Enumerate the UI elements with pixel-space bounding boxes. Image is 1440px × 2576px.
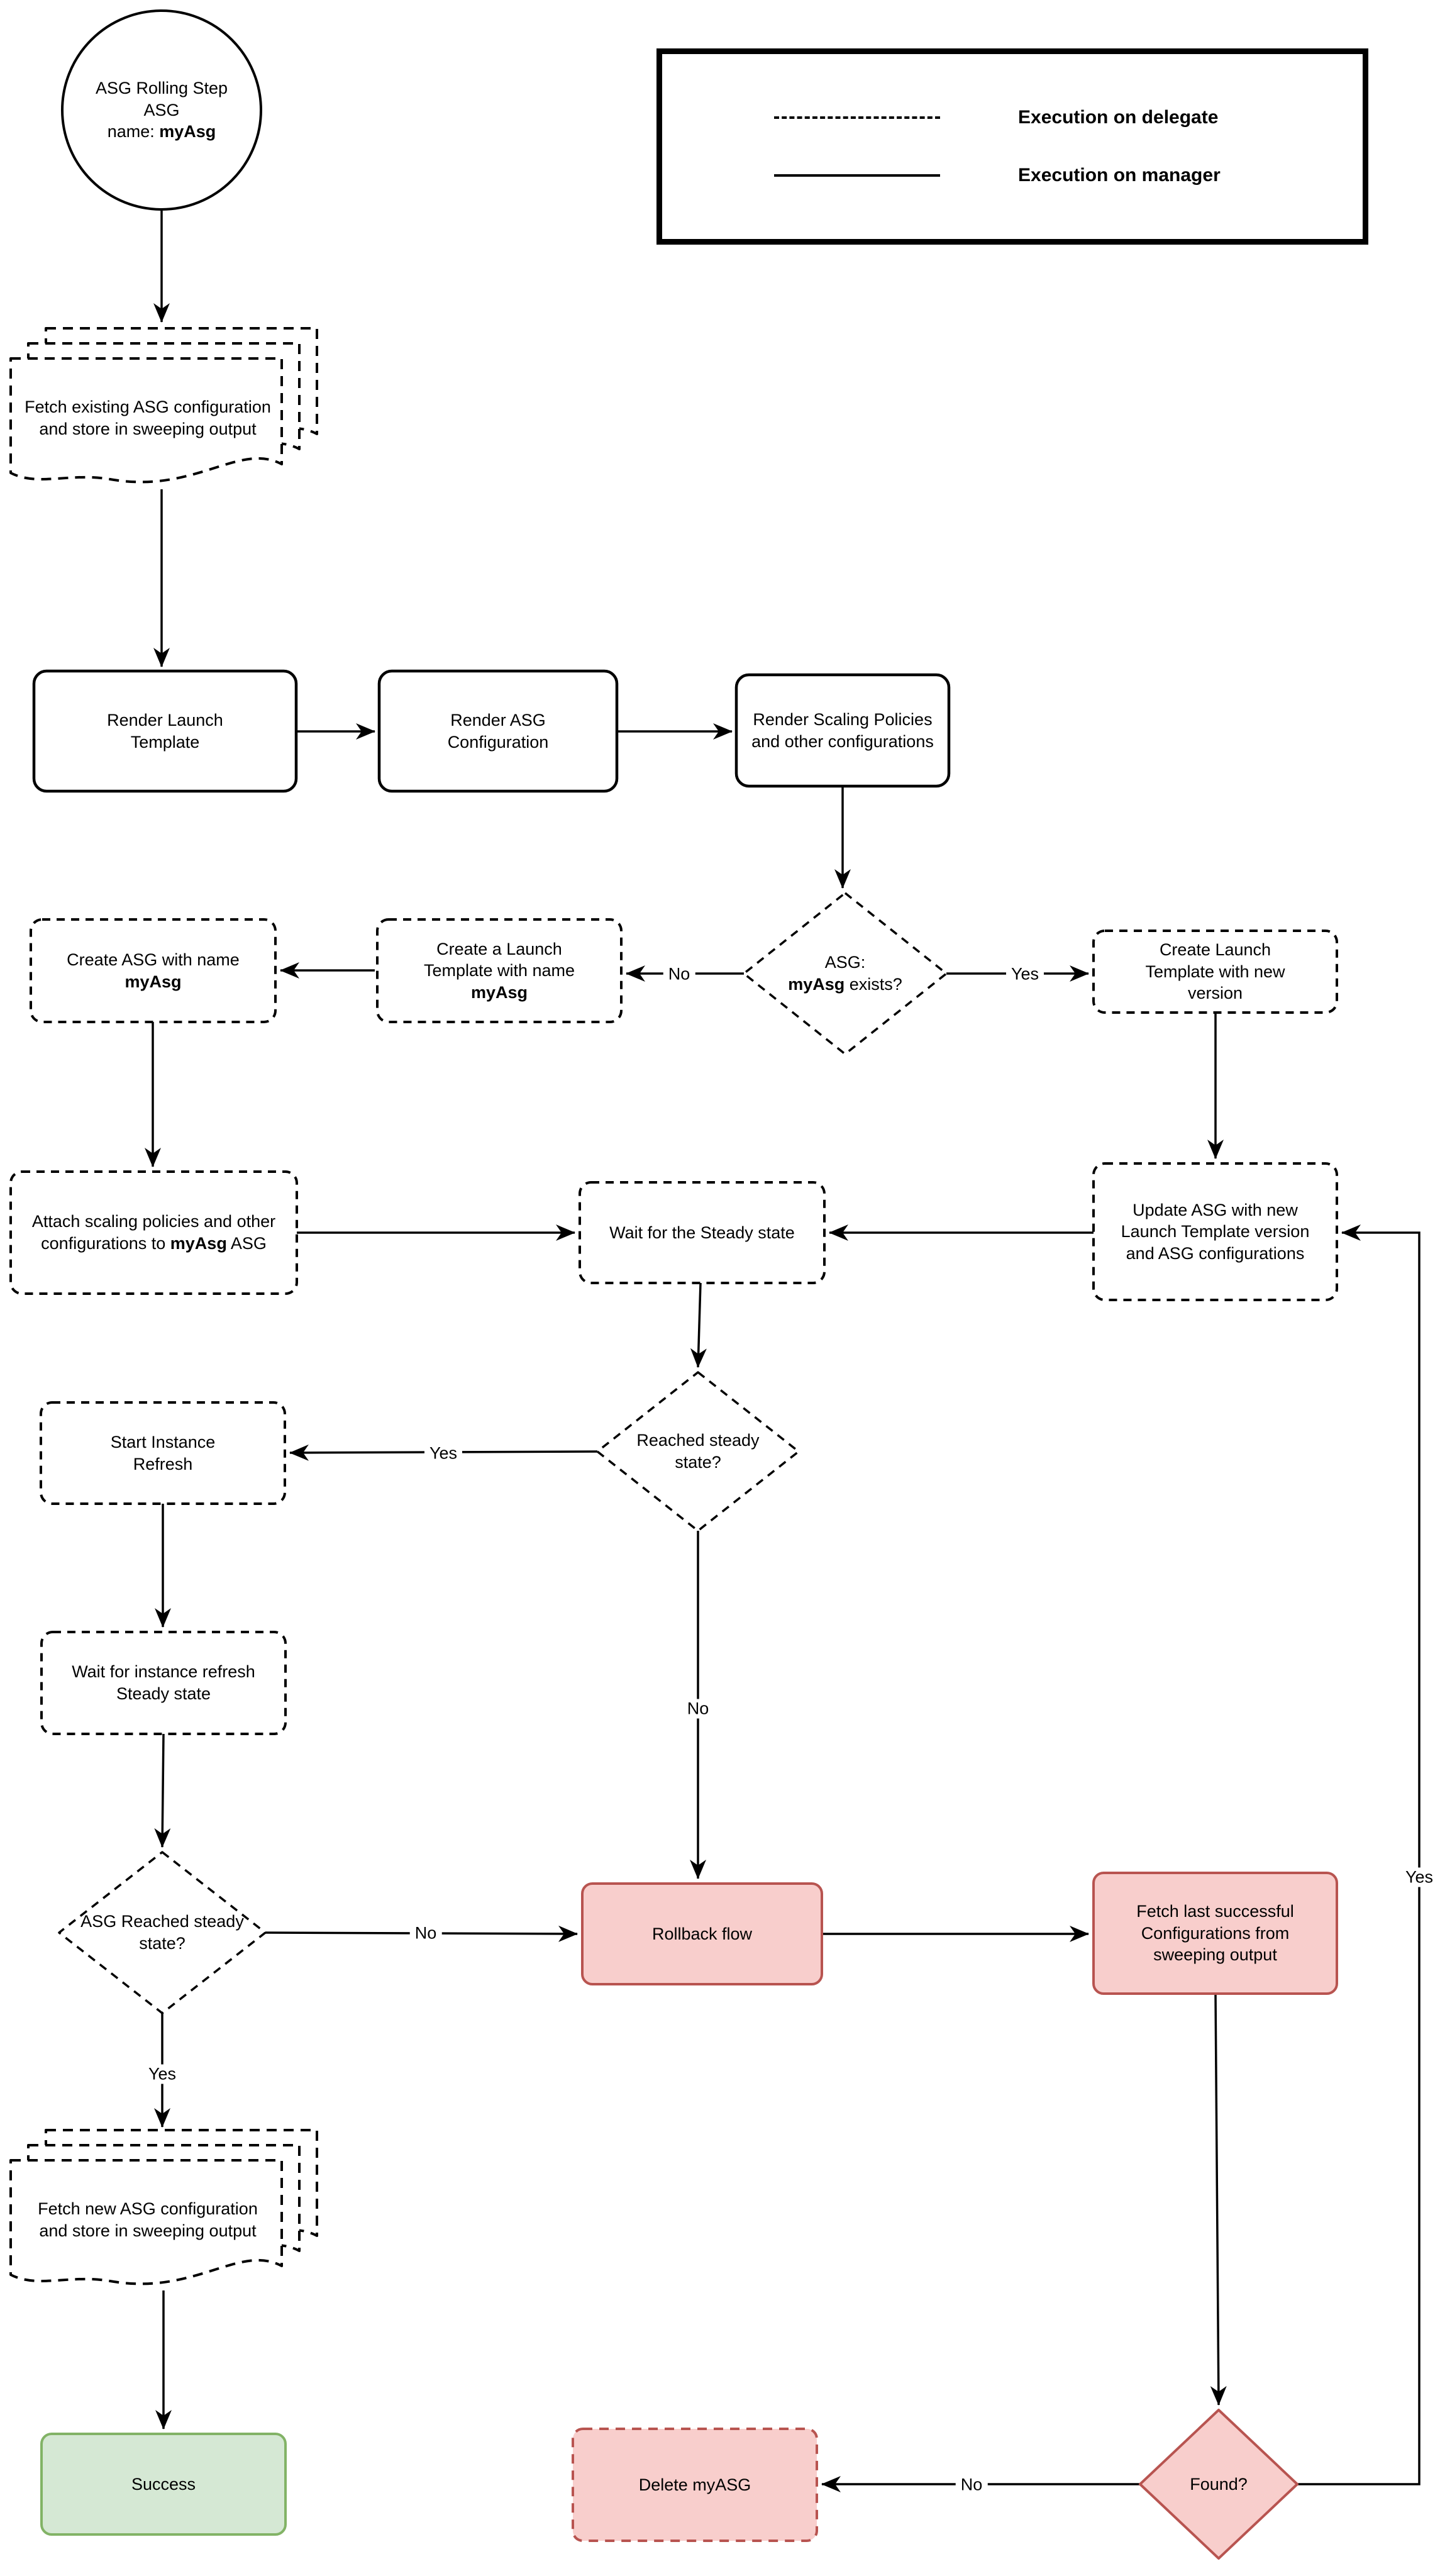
render-scaling-policies-label: Render Scaling Policies and other configurations (751, 709, 934, 751)
edges (153, 211, 1419, 2484)
legend-row-delegate (774, 107, 1363, 128)
attach-scaling-suffix: ASG (226, 1234, 267, 1253)
wait-steady-label: Wait for the Steady state (609, 1223, 795, 1242)
fetch-new-label: Fetch new ASG configuration and store in sweeping output (38, 2199, 258, 2240)
start-line2: ASG (143, 100, 180, 119)
create-asg-label (31, 919, 275, 1022)
start-instance-refresh-label: Start Instance Refresh (110, 1432, 216, 1474)
legend (656, 48, 1368, 245)
edge-label-yes-found: Yes (1400, 1868, 1438, 1887)
fetch-last-label: Fetch last successful Configurations from sweeping output (1136, 1902, 1294, 1965)
start-name-value: myAsg (159, 122, 216, 142)
edge-found-yes-to-update-asg (1297, 1233, 1419, 2484)
legend-delegate-label: Execution on delegate (1018, 107, 1219, 128)
asg-reached-label: ASG Reached steady state? (80, 1912, 244, 1953)
fetch-existing-label: Fetch existing ASG configuration and store in sweeping output (25, 397, 271, 438)
edge-label-no-exists: No (663, 965, 695, 984)
found-label: Found? (1190, 2474, 1248, 2494)
edge-label-yes-asg-reached: Yes (143, 2065, 181, 2084)
solid-line-sample (774, 174, 940, 177)
attach-scaling-bold: myAsg (170, 1234, 227, 1253)
reached-steady-label: Reached steady state? (636, 1431, 760, 1472)
create-asg-text: Create ASG with name (67, 950, 240, 969)
wait-instance-refresh-label: Wait for instance refresh Steady state (72, 1662, 255, 1703)
edge-wait-steady-to-reached-steady (698, 1283, 701, 1367)
legend-manager-label: Execution on manager (1018, 165, 1221, 186)
update-asg-label: Update ASG with new Launch Template version and ASG configurations (1121, 1200, 1310, 1263)
start-name-label: name: (107, 122, 160, 142)
edge-label-yes-reached: Yes (424, 1444, 462, 1463)
dashed-line-sample (774, 116, 940, 119)
start-node-label (67, 53, 256, 167)
asg-exists-suffix: exists? (845, 975, 902, 994)
create-launch-template-new-label: Create Launch Template with new version (1145, 940, 1285, 1003)
attach-scaling-label (11, 1172, 297, 1294)
render-asg-configuration-label: Render ASG Configuration (447, 710, 549, 752)
render-launch-template-label: Render Launch Template (107, 710, 223, 752)
asg-exists-label (751, 930, 939, 1018)
edge-label-no-found: No (956, 2475, 988, 2495)
create-asg-bold: myAsg (125, 972, 182, 991)
delete-asg-label: Delete myASG (638, 2475, 751, 2494)
start-line1: ASG Rolling Step (95, 79, 228, 98)
asg-exists-bold: myAsg (788, 975, 845, 994)
edge-fetch-last-to-found (1216, 1994, 1219, 2405)
rollback-label: Rollback flow (651, 1924, 753, 1943)
edge-label-no-asg-reached: No (410, 1924, 442, 1943)
asg-exists-prefix: ASG: (824, 953, 866, 972)
edge-wait-refresh-to-asg-reached (162, 1734, 163, 1847)
edge-label-no-reached: No (682, 1699, 714, 1719)
legend-row-manager (774, 165, 1363, 186)
attach-scaling-text: Attach scaling policies and other configurations to (31, 1212, 276, 1253)
create-launch-template-label (377, 919, 621, 1022)
success-label: Success (131, 2474, 196, 2494)
create-launch-template-text: Create a Launch Template with name (423, 939, 575, 980)
create-launch-template-bold: myAsg (470, 982, 528, 1002)
edge-label-yes-exists: Yes (1006, 965, 1044, 984)
